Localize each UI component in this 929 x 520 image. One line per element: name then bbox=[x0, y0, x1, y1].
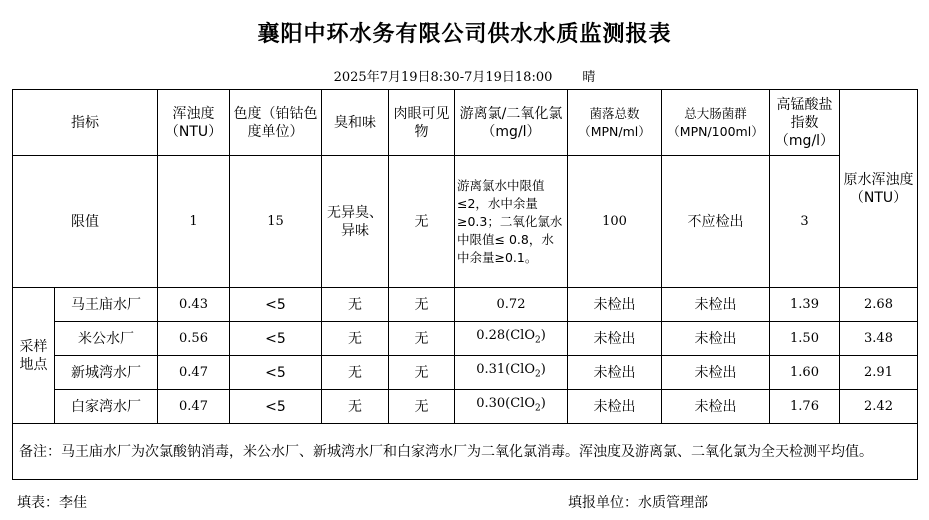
sampling-label: 采样地点 bbox=[13, 288, 55, 424]
limit-visible: 无 bbox=[389, 156, 455, 288]
visible-value: 无 bbox=[389, 356, 455, 390]
header-row bbox=[13, 90, 918, 156]
colony-value: 未检出 bbox=[568, 288, 662, 322]
turbidity-value: 0.47 bbox=[158, 390, 230, 424]
turbidity-value: 0.47 bbox=[158, 356, 230, 390]
site-name: 白家湾水厂 bbox=[55, 390, 158, 424]
site-name: 新城湾水厂 bbox=[55, 356, 158, 390]
header-chlorine: 游离氯/二氧化氯（mg/l） bbox=[455, 90, 568, 156]
coliform-value: 未检出 bbox=[662, 356, 770, 390]
limit-color: 15 bbox=[230, 156, 322, 288]
chlorine-value bbox=[455, 356, 568, 390]
color-value: <5 bbox=[230, 288, 322, 322]
chlorine-value bbox=[455, 322, 568, 356]
limit-turbidity: 1 bbox=[158, 156, 230, 288]
unit-text: 填报单位：水质管理部 bbox=[568, 495, 708, 511]
coliform-value: 未检出 bbox=[662, 322, 770, 356]
water-quality-table bbox=[12, 89, 918, 480]
header-odor: 臭和味 bbox=[322, 90, 389, 156]
color-value: <5 bbox=[230, 390, 322, 424]
header-coliform: 总大肠菌群（MPN/100ml） bbox=[662, 90, 770, 156]
site-name: 马王庙水厂 bbox=[55, 288, 158, 322]
table-row bbox=[13, 356, 918, 390]
odor-value: 无 bbox=[322, 356, 389, 390]
turbidity-value: 0.43 bbox=[158, 288, 230, 322]
permanganate-value: 1.76 bbox=[770, 390, 840, 424]
table-row bbox=[13, 322, 918, 356]
colony-value: 未检出 bbox=[568, 322, 662, 356]
filler-text: 填表：李佳 bbox=[17, 495, 87, 511]
chlorine-suffix: ) bbox=[540, 328, 546, 344]
visible-value: 无 bbox=[389, 390, 455, 424]
turbidity-value: 0.56 bbox=[158, 322, 230, 356]
chlorine-text: 0.30(ClO bbox=[476, 396, 535, 412]
header-turbidity: 浑浊度（NTU） bbox=[158, 90, 230, 156]
colony-value: 未检出 bbox=[568, 356, 662, 390]
coliform-value: 未检出 bbox=[662, 288, 770, 322]
chlorine-value bbox=[455, 288, 568, 322]
limit-chlorine: 游离氯水中限值 ≤2，水中余量≥0.3；二氧化氯水中限值≤ 0.8，水中余量≥0.1。 bbox=[455, 156, 568, 288]
table-row bbox=[13, 390, 918, 424]
header-colony: 菌落总数（MPN/ml） bbox=[568, 90, 662, 156]
site-name: 米公水厂 bbox=[55, 322, 158, 356]
limit-row bbox=[13, 156, 918, 288]
chlorine-subscript: 2 bbox=[534, 403, 541, 414]
permanganate-value: 1.39 bbox=[770, 288, 840, 322]
header-color: 色度（铂钴色度单位） bbox=[230, 90, 322, 156]
raw-turbidity-value: 2.91 bbox=[840, 356, 918, 390]
color-value: <5 bbox=[230, 356, 322, 390]
header-raw-turbidity: 原水浑浊度（NTU） bbox=[840, 90, 918, 288]
chlorine-value bbox=[455, 390, 568, 424]
note-row bbox=[13, 424, 918, 480]
raw-turbidity-value: 2.42 bbox=[840, 390, 918, 424]
report-title: 襄阳中环水务有限公司供水水质监测报表 bbox=[257, 22, 672, 47]
odor-value: 无 bbox=[322, 390, 389, 424]
limit-coliform: 不应检出 bbox=[662, 156, 770, 288]
chlorine-subscript: 2 bbox=[534, 369, 541, 380]
odor-value: 无 bbox=[322, 322, 389, 356]
table-row bbox=[13, 288, 918, 322]
header-visible: 肉眼可见物 bbox=[389, 90, 455, 156]
period-text: 2025年7月19日8:30-7月19日18:00 bbox=[333, 70, 553, 85]
odor-value: 无 bbox=[322, 288, 389, 322]
color-value: <5 bbox=[230, 322, 322, 356]
weather-text: 晴 bbox=[582, 70, 596, 85]
raw-turbidity-value: 3.48 bbox=[840, 322, 918, 356]
limit-permanganate: 3 bbox=[770, 156, 840, 288]
chlorine-text: 0.28(ClO bbox=[476, 328, 535, 344]
colony-value: 未检出 bbox=[568, 390, 662, 424]
limit-label: 限值 bbox=[13, 156, 158, 288]
chlorine-suffix: ) bbox=[540, 396, 546, 412]
coliform-value: 未检出 bbox=[662, 390, 770, 424]
note-text: 备注：马王庙水厂为次氯酸钠消毒，米公水厂、新城湾水厂和白家湾水厂为二氧化氯消毒。浑浊度及游离氯、二氧化氯为全天检测平均值。 bbox=[13, 424, 918, 480]
chlorine-suffix: ) bbox=[540, 362, 546, 378]
raw-turbidity-value: 2.68 bbox=[840, 288, 918, 322]
header-indicator: 指标 bbox=[13, 90, 158, 156]
chlorine-text: 0.31(ClO bbox=[476, 362, 535, 378]
permanganate-value: 1.50 bbox=[770, 322, 840, 356]
permanganate-value: 1.60 bbox=[770, 356, 840, 390]
limit-colony: 100 bbox=[568, 156, 662, 288]
chlorine-subscript: 2 bbox=[534, 335, 541, 346]
visible-value: 无 bbox=[389, 288, 455, 322]
limit-odor: 无异臭、异味 bbox=[322, 156, 389, 288]
header-permanganate: 高锰酸盐指数（mg/l） bbox=[770, 90, 840, 156]
visible-value: 无 bbox=[389, 322, 455, 356]
chlorine-text: 0.72 bbox=[496, 296, 526, 312]
report-period bbox=[0, 66, 929, 85]
